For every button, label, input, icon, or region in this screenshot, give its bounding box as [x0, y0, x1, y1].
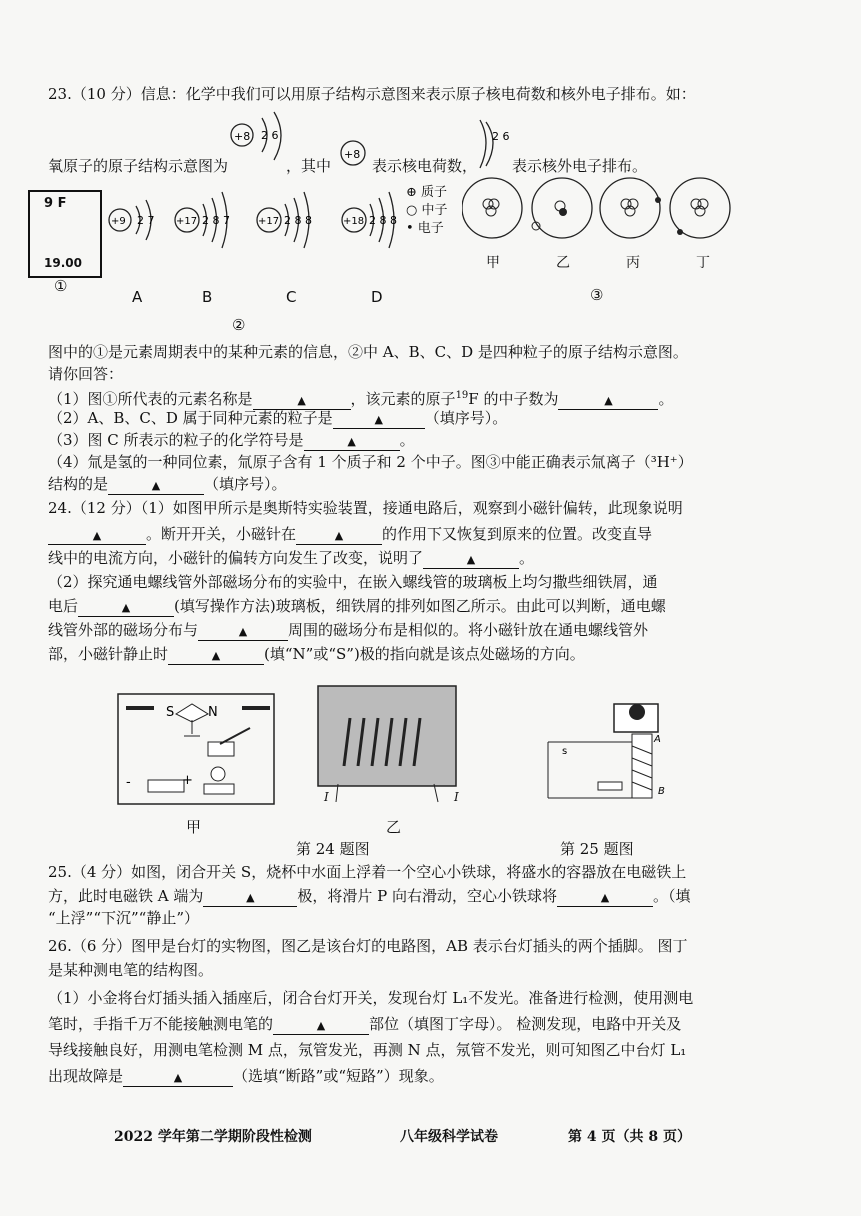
q24-l2b: 的作用下又恢复到原来的位置。改变直导	[382, 525, 653, 543]
diagram-c-id: C	[286, 288, 297, 306]
q24-l5b: (填写操作方法)玻璃板，细铁屑的排列如图乙所示。由此可以判断，通电螺	[174, 597, 666, 615]
q24-l3-text: 线中的电流方向，小磁针的偏转方向发生了改变，说明了	[48, 549, 424, 567]
oxygen-nucleus-label: +8	[234, 130, 251, 143]
ion-label-bing: 丙	[626, 255, 640, 271]
oxygen-shell-label: 2 6	[261, 129, 279, 142]
blank-24c[interactable]	[423, 550, 519, 569]
q24-l2	[48, 524, 652, 545]
q23-ask: 请你回答：	[48, 365, 124, 383]
q23-part3: （3）图 C 所表示的粒子的化学符号是 ▲ 。	[48, 431, 415, 449]
oersted-figure	[112, 684, 282, 814]
q24-l5a: 电后	[48, 597, 79, 615]
ion-jia	[462, 178, 522, 238]
element-card	[28, 190, 102, 278]
svg-text:-: -	[126, 775, 131, 790]
current-arrow-right: I	[454, 790, 459, 804]
legend-proton: ⊕ 质子	[406, 185, 448, 200]
blank-mark: ▲	[173, 1071, 183, 1084]
svg-text:+: +	[182, 773, 193, 788]
svg-text:+8: +8	[344, 148, 361, 161]
diagram-c-shells: 2 8 8	[284, 214, 312, 227]
p1-a: （1）图①所代表的元素名称是	[48, 390, 253, 408]
blank-24b[interactable]	[296, 526, 382, 545]
mid-text: ，其中	[286, 157, 332, 175]
blank-mark: ▲	[334, 529, 344, 542]
p4b-end: （填序号）。	[204, 475, 287, 493]
blank-1b[interactable]	[558, 391, 658, 410]
legend-neutron: ○ 中子	[406, 203, 448, 218]
diagram-c	[257, 192, 312, 248]
q26-l6a: 出现故障是	[48, 1067, 124, 1085]
p2-end: （填序号）。	[424, 409, 508, 427]
q24-l4: （2）探究通电螺线管外部磁场分布的实验中，在嵌入螺线管的玻璃板上均匀撒些细铁屑，通	[48, 573, 658, 591]
q26-l3: （1）小金将台灯插头插入插座后，闭合台灯开关，发现台灯 L₁不发光。准备进行检测，使用测电	[48, 989, 694, 1007]
blank-26a[interactable]	[273, 1016, 369, 1035]
diagram-b-shells: 2 8 7	[202, 214, 230, 227]
q24-l7	[48, 644, 585, 665]
blank-2[interactable]	[333, 410, 425, 429]
ion-yi	[532, 178, 592, 238]
blank-mark: ▲	[466, 553, 476, 566]
diagram-a-nuc: +9	[111, 216, 126, 227]
q23-part1: （1）图①所代表的元素名称是 ▲ ，该元素的原子$^{19}$F 的中子数为 ▲ 。	[48, 390, 674, 408]
diagram-b-id: B	[202, 288, 213, 306]
blank-24d[interactable]	[78, 598, 174, 617]
ion-label-ding: 丁	[696, 255, 710, 271]
caption-25: 第 25 题图	[560, 840, 634, 858]
diagram-a	[109, 200, 155, 240]
diagram-c-nuc: +17	[258, 216, 280, 227]
blank-4[interactable]	[108, 476, 204, 495]
ion-label-jia: 甲	[486, 255, 500, 271]
p3-text: （3）图 C 所表示的粒子的化学符号是	[48, 431, 304, 449]
p1-c: F 的中子数为	[468, 390, 559, 408]
blank-mark: ▲	[316, 1019, 326, 1032]
svg-text:s: s	[562, 746, 568, 757]
blank-3[interactable]	[304, 432, 400, 451]
blank-mark: ▲	[297, 394, 306, 407]
shell-meaning: 表示核外电子排布。	[512, 157, 648, 175]
blank-24a[interactable]	[48, 526, 146, 545]
diagram-b	[175, 192, 230, 248]
q25-l2c: 。（填	[653, 887, 691, 905]
q24-l6b: 周围的磁场分布是相似的。将小磁针放在通电螺线管外	[288, 621, 649, 639]
q24-l3: 线中的电流方向，小磁针的偏转方向发生了改变，说明了 ▲ 。	[48, 549, 535, 567]
diagram-d	[342, 192, 397, 248]
q23-part2	[48, 408, 507, 429]
current-arrow-left: I	[324, 790, 329, 804]
q23-desc: 图中的①是元素周期表中的某种元素的信息，②中 A、B、C、D 是四种粒子的原子结构示意图。	[48, 343, 688, 361]
legend-electron: • 电子	[406, 221, 444, 236]
blank-mark: ▲	[92, 529, 102, 542]
diagram-d-id: D	[371, 288, 383, 306]
q24-l6	[48, 620, 648, 641]
q24-l1: 24.（12 分）（1）如图甲所示是奥斯特实验装置，接通电路后，观察到小磁针偏转，此现象说明	[48, 499, 683, 517]
solenoid-figure	[316, 684, 460, 806]
q24-l5	[48, 596, 666, 617]
ion-bing	[600, 178, 661, 238]
blank-mark: ▲	[151, 479, 161, 492]
q26-l2: 是某种测电笔的结构图。	[48, 961, 214, 979]
q26-l4	[48, 1014, 681, 1035]
footer-subject: 八年级科学试卷	[400, 1129, 498, 1145]
caption-24: 第 24 题图	[296, 840, 370, 858]
blank-26b[interactable]	[123, 1068, 233, 1087]
q23-part4b	[48, 474, 287, 495]
diagram-b-nuc: +17	[176, 216, 198, 227]
particle-legend	[406, 184, 447, 238]
q26-l6	[48, 1066, 444, 1087]
blank-24e[interactable]	[198, 622, 288, 641]
svg-text:S: S	[166, 705, 175, 720]
q25-l2a: 方，此时电磁铁 A 端为	[48, 887, 204, 905]
blank-25b[interactable]	[557, 888, 653, 907]
blank-mark: ▲	[374, 413, 383, 426]
q25-l2b: 极，将滑片 P 向右滑动，空心小铁球将	[297, 887, 558, 905]
blank-mark: ▲	[604, 394, 613, 407]
svg-text:A: A	[654, 734, 661, 745]
p4b-text: 结构的是	[48, 475, 109, 493]
shell-symbol	[478, 118, 512, 174]
ion-label-yi: 乙	[556, 255, 570, 271]
svg-text:2 6: 2 6	[492, 130, 510, 143]
ion-diagrams-group	[462, 170, 742, 250]
p1-sup: 19	[455, 390, 469, 401]
blank-25a[interactable]	[203, 888, 297, 907]
oxygen-label: 氧原子的原子结构示意图为	[48, 157, 229, 175]
q26-l6b: （选填“断路”或“短路”）现象。	[233, 1067, 444, 1085]
blank-mark: ▲	[347, 435, 356, 448]
blank-mark: ▲	[246, 891, 255, 904]
footer-exam: 2022 学年第二学期阶段性检测	[114, 1129, 312, 1145]
p1-b: ，该元素的原子	[350, 390, 456, 408]
fig-label-jia: 甲	[186, 818, 202, 836]
q25-l3: “上浮”“下沉”“静止”）	[48, 909, 200, 927]
mark-2: ②	[232, 316, 246, 334]
blank-mark: ▲	[600, 891, 610, 904]
atom-diagrams-group	[100, 186, 400, 260]
svg-text:N: N	[208, 705, 218, 720]
nucleus-meaning: 表示核电荷数，	[372, 157, 478, 175]
q24-l6a: 线管外部的磁场分布与	[48, 621, 199, 639]
q24-l7b: (填“N”或“S”)极的指向就是该点处磁场的方向。	[264, 645, 585, 663]
blank-24f[interactable]	[168, 646, 264, 665]
ion-ding	[670, 178, 730, 238]
blank-mark: ▲	[121, 601, 131, 614]
electromagnet-figure	[540, 694, 680, 806]
q24-l2a: 。断开开关，小磁针在	[146, 525, 297, 543]
q24-l7a: 部，小磁针静止时	[48, 645, 169, 663]
footer-page: 第 4 页（共 8 页）	[568, 1129, 691, 1145]
q23-part4: （4）氚是氢的一种同位素，氚原子含有 1 个质子和 2 个中子。图③中能正确表示氚离子（³H⁺）	[48, 453, 693, 471]
element-mass: 19.00	[44, 256, 82, 270]
q25-l2	[48, 886, 691, 907]
q26-l4a: 笔时，手指千万不能接触测电笔的	[48, 1015, 274, 1033]
blank-mark: ▲	[211, 649, 221, 662]
blank-mark: ▲	[238, 625, 248, 638]
diagram-d-shells: 2 8 8	[369, 214, 397, 227]
q23-intro: 23.（10 分）信息：化学中我们可以用原子结构示意图来表示原子核电荷数和核外电子排布。如：	[48, 85, 696, 103]
mark-3: ③	[590, 286, 604, 304]
mark-1: ①	[54, 277, 68, 295]
p2-text: （2）A、B、C、D 属于同种元素的粒子是	[48, 409, 333, 427]
diagram-a-shells: 2 7	[137, 214, 155, 227]
q26-l5: 导线接触良好，用测电笔检测 M 点，氖管发光，再测 N 点，氖管不发光，则可知图乙中台灯 L₁	[48, 1041, 687, 1059]
fig-label-yi: 乙	[386, 818, 402, 836]
element-symbol: 9 F	[44, 196, 67, 211]
q26-l1: 26.（6 分）图甲是台灯的实物图，图乙是该台灯的电路图，AB 表示台灯插头的两个插脚。 图丁	[48, 937, 688, 955]
q25-l1: 25.（4 分）如图，闭合开关 S，烧杯中水面上浮着一个空心小铁球，将盛水的容器放在电磁铁上	[48, 863, 687, 881]
diagram-a-id: A	[132, 288, 143, 306]
nucleus-symbol	[338, 138, 370, 170]
q26-l4b: 部位（填图丁字母）。 检测发现，电路中开关及	[369, 1015, 682, 1033]
svg-text:B: B	[658, 786, 665, 797]
diagram-d-nuc: +18	[343, 216, 365, 227]
